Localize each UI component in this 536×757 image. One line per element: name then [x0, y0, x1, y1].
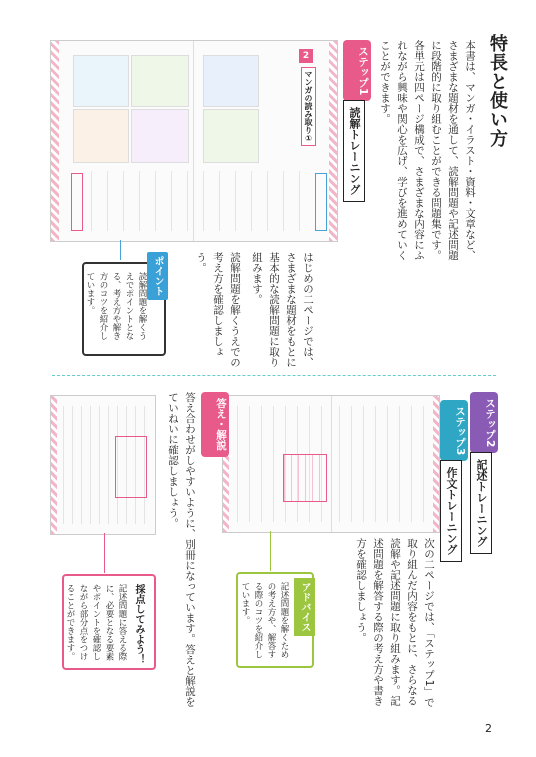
sample-left-stripe [51, 396, 57, 534]
manga-panel [203, 109, 259, 163]
sample-center-fold [331, 396, 332, 532]
sample-unit-title: マンガの読み取り① [301, 67, 316, 146]
manga-panel [73, 109, 129, 163]
connector-line [270, 531, 271, 571]
step23-body: 次の二ページでは、「ステップ1」で取り組んだ内容をもとに、さらなる読解や記述問題に取り組みます。記述問題を解答する際の考え方や書き方を確認しましょう。 [355, 538, 435, 708]
score-tag: 採点してみよう！ [133, 584, 144, 664]
advice-callout [236, 572, 314, 668]
answers-sample-spread [50, 395, 156, 535]
manga-panel [131, 109, 189, 163]
sample-question-text [339, 406, 429, 522]
sample-question-text [91, 171, 301, 231]
step2-tab: ステップ2 [470, 392, 498, 453]
step3-tab: ステップ3 [440, 400, 468, 461]
step2-heading: 記述トレーニング [470, 452, 492, 554]
step23-sample-spread [222, 395, 440, 533]
advice-text: 記述問題を解くための考え方や、解答する際のコツを紹介しています。 [240, 582, 289, 659]
connector-line [104, 533, 105, 573]
sample-answer-box [71, 173, 83, 231]
score-text: 記述問題に答える際に、必要となる要素やポイントを確認しながら部分点をつけることができます。 [65, 584, 127, 661]
sample-answer-box [283, 454, 327, 502]
sample-right-stripe [329, 41, 337, 241]
step1-body: はじめの二ページでは、さまざまな題材をもとに基本的な読解問題に取り組みます。 [251, 252, 314, 368]
manga-panel [131, 55, 189, 107]
manga-panel [203, 55, 259, 107]
sample-unit-badge: 2 [299, 49, 313, 63]
step1-tab: ステップ1 [343, 40, 371, 101]
sample-answer-box [315, 173, 327, 231]
page-number: 2 [485, 722, 492, 735]
page-title: 特長と使い方 [487, 34, 508, 148]
manga-panel [73, 55, 129, 107]
step1-body-2: 読解問題を解くうえでの考え方を確認しましょう。 [195, 252, 241, 368]
point-text: 読解問題を解くうえでポイントとなる、考え方や解き方のコツを紹介しています。 [85, 272, 147, 340]
answers-body: 答え合わせがしやすいように、別冊になっています。答えと解説をていねいに確認しましょう。 [167, 392, 196, 707]
point-callout [82, 256, 166, 356]
step3-heading: 作文トレーニング [440, 460, 462, 562]
advice-tag: アドバイス [294, 578, 315, 636]
connector-line [120, 240, 121, 260]
sample-left-stripe [51, 41, 59, 241]
step1-heading: 読解トレーニング [343, 100, 365, 202]
section-divider [52, 375, 496, 376]
intro-text: 本書は、マンガ・イラスト・資料・文章など、さまざまな題材を通して、読解問題や記述問題に段階的に取り組むことができる問題集です。各単元は四ページ構成で、さまざまな内容にふれながら興味や関心を広げ、学びを進めていくことができます。 [379, 40, 476, 261]
step1-sample-spread [50, 40, 338, 242]
score-callout [62, 574, 156, 670]
sample-highlight [115, 436, 147, 498]
sample-right-stripe [433, 396, 439, 532]
point-tag: ポイント [147, 252, 168, 300]
answers-tab: 答え・解説 [201, 392, 229, 457]
